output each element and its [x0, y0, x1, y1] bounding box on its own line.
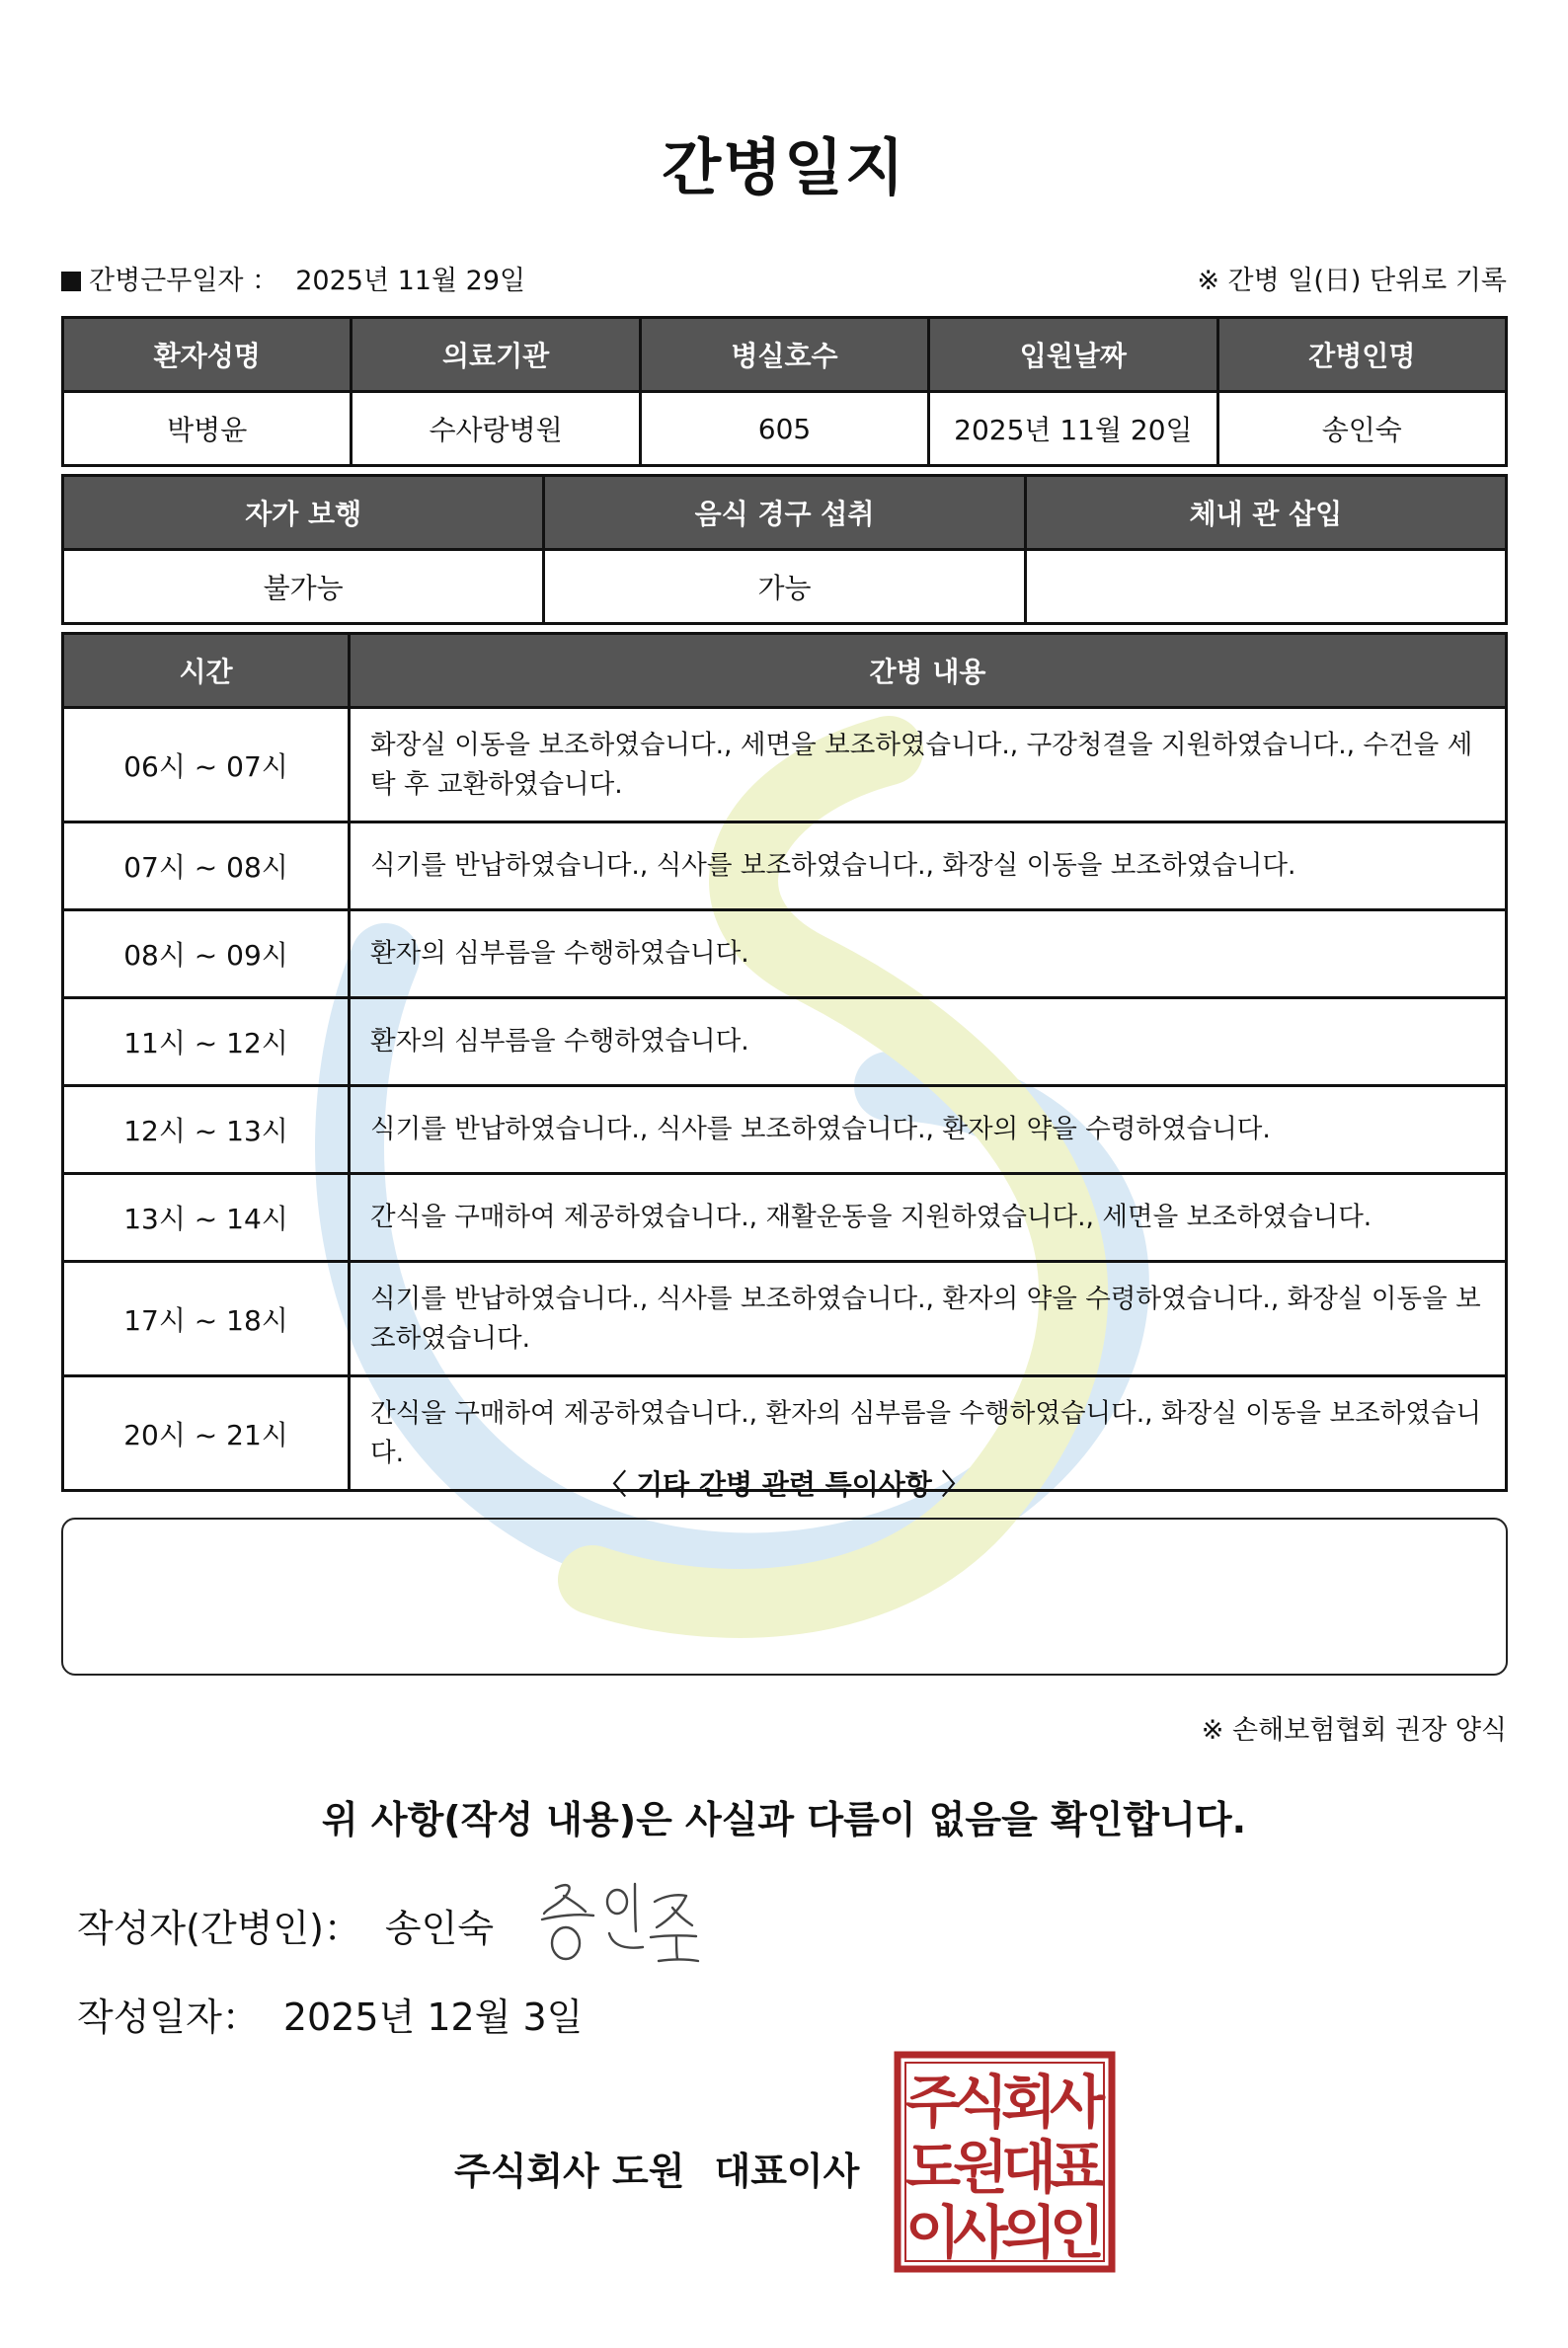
header-oral-intake: 음식 경구 섭취 [544, 476, 1025, 550]
remarks-box [61, 1518, 1508, 1676]
svg-text:표: 표 [1049, 2134, 1106, 2201]
log-content: 간식을 구매하여 제공하였습니다., 재활운동을 지원하였습니다., 세면을 보조하였습니다. [350, 1174, 1507, 1262]
table-row [63, 392, 1507, 466]
svg-text:의: 의 [1000, 2199, 1058, 2266]
write-date-label: 작성일자： [77, 1996, 260, 2039]
header-time: 시간 [63, 634, 350, 708]
header-walking: 자가 보행 [63, 476, 544, 550]
header-patient-name: 환자성명 [63, 318, 352, 392]
square-bullet-icon [61, 272, 81, 291]
table-row [63, 998, 1507, 1086]
header-tube: 체내 관 삽입 [1025, 476, 1506, 550]
document-title: 간병일지 [662, 131, 906, 203]
patient-status-table [61, 474, 1508, 625]
log-content: 환자의 심부름을 수행하였습니다. [350, 910, 1507, 998]
log-time: 08시 ~ 09시 [63, 910, 350, 998]
company-title: 대표이사 [714, 2150, 860, 2193]
meta-row [61, 259, 1507, 300]
svg-text:도: 도 [904, 2134, 962, 2201]
log-content: 화장실 이동을 보조하였습니다., 세면을 보조하였습니다., 구강청결을 지원하였습니다., 수건을 세탁 후 교환하였습니다. [350, 708, 1507, 822]
svg-text:원: 원 [952, 2134, 1009, 2201]
header-hospital: 의료기관 [352, 318, 640, 392]
svg-text:사: 사 [952, 2199, 1009, 2266]
log-time: 20시 ~ 21시 [63, 1376, 350, 1491]
writer-label: 작성자(간병인)： [77, 1907, 361, 1950]
writer-name: 송인숙 [384, 1907, 495, 1950]
form-note: ※ 손해보험협회 권장 양식 [1201, 1715, 1507, 1746]
header-care-content: 간병 내용 [350, 634, 1507, 708]
table-header-row [63, 476, 1507, 550]
log-time: 11시 ~ 12시 [63, 998, 350, 1086]
log-content: 식기를 반납하였습니다., 식사를 보조하였습니다., 환자의 약을 수령하였습니다., 화장실 이동을 보조하였습니다. [350, 1262, 1507, 1376]
svg-text:식: 식 [952, 2069, 1009, 2136]
oral-intake-status: 가능 [544, 550, 1025, 624]
log-time: 06시 ~ 07시 [63, 708, 350, 822]
walking-status: 불가능 [63, 550, 544, 624]
patient-info-table [61, 316, 1508, 467]
write-date-value: 2025년 12월 3일 [282, 1996, 584, 2039]
log-content: 간식을 구매하여 제공하였습니다., 환자의 심부름을 수행하였습니다., 화장실 이동을 보조하였습니다. [350, 1376, 1507, 1491]
unit-note: ※ 간병 일(日) 단위로 기록 [1197, 266, 1507, 296]
admission-date: 2025년 11월 20일 [929, 392, 1217, 466]
work-date-value: 2025년 11월 29일 [295, 266, 526, 296]
table-row [63, 1086, 1507, 1174]
header-caregiver: 간병인명 [1217, 318, 1506, 392]
table-row [63, 1262, 1507, 1376]
log-content: 식기를 반납하였습니다., 식사를 보조하였습니다., 화장실 이동을 보조하였습니다. [350, 822, 1507, 910]
svg-text:인: 인 [1049, 2199, 1106, 2266]
header-room: 병실호수 [640, 318, 928, 392]
log-time: 07시 ~ 08시 [63, 822, 350, 910]
log-content: 식기를 반납하였습니다., 식사를 보조하였습니다., 환자의 약을 수령하였습니다. [350, 1086, 1507, 1174]
handwritten-signature [538, 1874, 706, 1973]
caregiver-name: 송인숙 [1217, 392, 1506, 466]
svg-text:회: 회 [1000, 2069, 1058, 2136]
svg-text:사: 사 [1049, 2069, 1106, 2136]
table-row [63, 708, 1507, 822]
room-number: 605 [640, 392, 928, 466]
table-header-row [63, 318, 1507, 392]
tube-status [1025, 550, 1506, 624]
log-content: 환자의 심부름을 수행하였습니다. [350, 998, 1507, 1086]
write-date-row [77, 1987, 583, 2041]
writer-row [77, 1898, 494, 1952]
svg-text:주: 주 [904, 2069, 962, 2136]
svg-text:이: 이 [904, 2199, 962, 2266]
company-name: 주식회사 도원 [454, 2150, 685, 2193]
table-row [63, 910, 1507, 998]
log-time: 17시 ~ 18시 [63, 1262, 350, 1376]
company-seal-stamp [894, 2051, 1116, 2273]
hospital-name: 수사랑병원 [352, 392, 640, 466]
remarks-title: 〈 기타 간병 관련 특이사항 〉 [598, 1468, 970, 1501]
header-admission-date: 입원날짜 [929, 318, 1217, 392]
log-time: 12시 ~ 13시 [63, 1086, 350, 1174]
patient-name: 박병윤 [63, 392, 352, 466]
table-header-row [63, 634, 1507, 708]
work-date [61, 259, 525, 297]
log-time: 13시 ~ 14시 [63, 1174, 350, 1262]
confirmation-statement: 위 사항(작성 내용)은 사실과 다름이 없음을 확인합니다. [321, 1798, 1247, 1841]
table-row [63, 1174, 1507, 1262]
table-row [63, 822, 1507, 910]
table-row [63, 550, 1507, 624]
svg-text:대: 대 [1000, 2134, 1058, 2201]
work-date-label: 간병근무일자 ： [89, 266, 279, 296]
care-log-table [61, 632, 1508, 1492]
company-signoff [454, 2141, 859, 2195]
